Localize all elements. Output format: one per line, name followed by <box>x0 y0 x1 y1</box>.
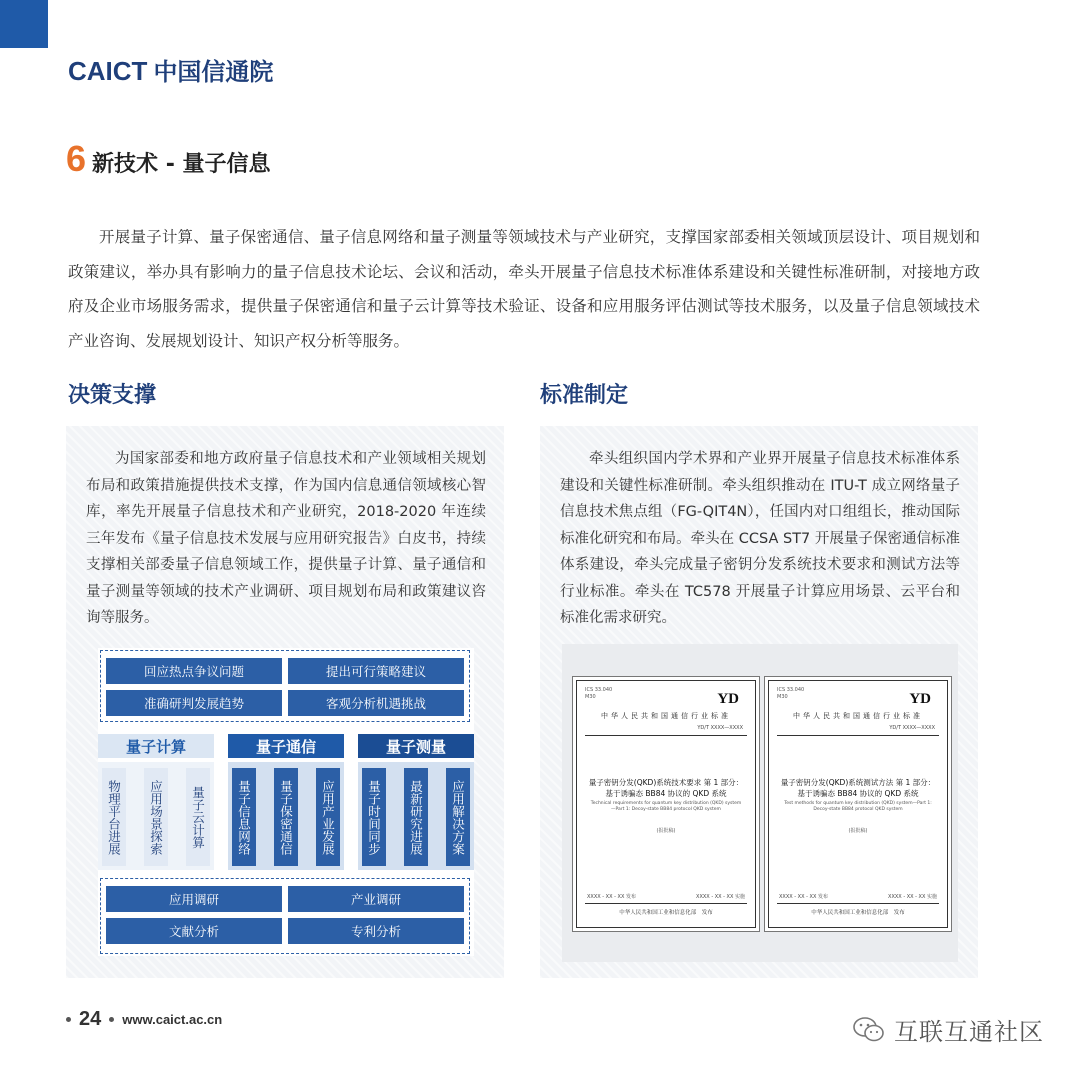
doc-issue-date: XXXX - XX - XX 发布 <box>587 894 636 900</box>
column-item: 应用产业发展 <box>316 768 340 866</box>
column-area-computing <box>98 762 214 870</box>
intro-paragraph: 开展量子计算、量子保密通信、量子信息网络和量子测量等领域技术与产业研究，支撑国家部委相关领域顶层设计、项目规划和政策建议，举办具有影响力的量子信息技术论坛、会议和活动，牵头开展量子信息技术标准体系建设和关键性标准研制，对接地方政府及企业市场服务需求，提供量子保密通信和量子云计算等技术验证、设备和应用服务评估测试等技术服务，以及量子信息领域技术产业咨询、发展规划设计、知识产权分析等服务。 <box>68 228 980 350</box>
column-item: 应用场景探索 <box>144 768 168 866</box>
doc-standard-name: 中华人民共和国通信行业标准 <box>793 712 923 720</box>
column-item: 量子云计算 <box>186 768 210 866</box>
column-heading-computing: 量子计算 <box>98 734 214 758</box>
doc-number: YD/T XXXX—XXXX <box>889 725 935 731</box>
doc-yd-mark: YD <box>717 691 739 707</box>
decision-support-panel <box>66 426 504 978</box>
right-heading: 标准制定 <box>540 383 629 408</box>
decision-support-text: 为国家部委和地方政府量子信息技术和产业领域相关规划布局和政策措施提供技术支撑，作为国内信息通信领域核心智库，率先开展量子信息技术和产业研究，2018-2020 年连续三年发布《量子信息技术发展与应用研究报告》白皮书，持续支撑相关部委量子信息领域工作，提供量子计算、量子通信和量子测量等领域的技术产业调研、项目规划布局和政策建议咨询等服务。 <box>86 451 486 626</box>
doc-title: 量子密钥分发(QKD)系统技术要求 第 1 部分：基于诱骗态 BB84 协议的 QKD 系统 <box>588 778 744 798</box>
doc-standard-name: 中华人民共和国通信行业标准 <box>601 712 731 720</box>
doc-rule <box>585 735 747 736</box>
corner-accent-block <box>0 0 48 48</box>
doc-effective-date: XXXX - XX - XX 实施 <box>696 894 745 900</box>
diagram-bottom-box: 专利分析 <box>288 918 464 944</box>
page-footer <box>66 1008 222 1031</box>
diagram-bottom-box: 产业调研 <box>288 886 464 912</box>
standards-panel <box>540 426 978 978</box>
column-item: 最新研究进展 <box>404 768 428 866</box>
standard-documents <box>562 644 958 962</box>
column-area-communication <box>228 762 344 870</box>
column-area-measurement <box>358 762 474 870</box>
doc-draft-label: (报批稿) <box>848 828 868 834</box>
diagram-top-box: 提出可行策略建议 <box>288 658 464 684</box>
column-item: 量子信息网络 <box>232 768 256 866</box>
footer-dot <box>66 1017 71 1022</box>
doc-number: YD/T XXXX—XXXX <box>697 725 743 731</box>
doc-rule <box>777 903 939 904</box>
research-diagram <box>98 648 474 956</box>
page-number: 24 <box>79 1008 102 1030</box>
diagram-top-box: 准确研判发展趋势 <box>106 690 282 716</box>
diagram-bottom-box: 应用调研 <box>106 886 282 912</box>
column-item: 物理平台进展 <box>102 768 126 866</box>
footer-website-link[interactable]: www.caict.ac.cn <box>122 1012 223 1027</box>
left-heading: 决策支撑 <box>68 383 157 408</box>
doc-yd-mark: YD <box>909 691 931 707</box>
section-number: 6 <box>66 138 87 179</box>
logo-english: CAICT <box>68 56 148 86</box>
diagram-top-box: 客观分析机遇挑战 <box>288 690 464 716</box>
watermark <box>852 1012 1044 1047</box>
doc-ics: ICS 33.040 <box>585 687 613 693</box>
column-heading-communication: 量子通信 <box>228 734 344 758</box>
logo-chinese: 中国信通院 <box>153 58 274 86</box>
caict-logo <box>68 52 273 87</box>
column-item: 量子保密通信 <box>274 768 298 866</box>
doc-rule <box>585 903 747 904</box>
column-heading-measurement: 量子测量 <box>358 734 474 758</box>
doc-issuer: 中华人民共和国工业和信息化部 发布 <box>811 910 905 916</box>
doc-class: M30 <box>585 694 596 700</box>
section-title <box>66 138 270 180</box>
doc-issuer: 中华人民共和国工业和信息化部 发布 <box>619 910 713 916</box>
footer-dot <box>109 1017 114 1022</box>
doc-effective-date: XXXX - XX - XX 实施 <box>888 894 937 900</box>
doc-english-title: Technical requirements for quantum key distribution (QKD) system—Part 1: Decoy-state BB84 protocol QKD system <box>590 801 742 812</box>
section-heading: 新技术 - 量子信息 <box>92 152 271 177</box>
standards-text: 牵头组织国内学术界和产业界开展量子信息技术标准体系建设和关键性标准研制。牵头组织推动在 ITU-T 成立网络量子信息技术焦点组（FG-QIT4N），任国内对口组组长，推动国际标准化研究和布局。牵头在 CCSA ST7 开展量子保密通信标准体系建设，牵头完成量子密钥分发系统技术要求和测试方法等行业标准。牵头在 TC578 开展量子计算应用场景、云平台和标准化需求研究。 <box>560 451 960 626</box>
doc-draft-label: (报批稿) <box>656 828 676 834</box>
column-item: 量子时间同步 <box>362 768 386 866</box>
diagram-top-box: 回应热点争议问题 <box>106 658 282 684</box>
doc-english-title: Test methods for quantum key distribution (QKD) system—Part 1: Decoy-state BB84 protocol QKD system <box>784 801 932 812</box>
doc-ics: ICS 33.040 <box>777 687 805 693</box>
doc-issue-date: XXXX - XX - XX 发布 <box>779 894 828 900</box>
standard-document-cover <box>768 680 948 928</box>
doc-class: M30 <box>777 694 788 700</box>
watermark-text: 互联互通社区 <box>894 1018 1044 1046</box>
wechat-icon <box>852 1016 886 1044</box>
doc-title: 量子密钥分发(QKD)系统测试方法 第 1 部分：基于诱骗态 BB84 协议的 QKD 系统 <box>780 778 936 798</box>
doc-rule <box>777 735 939 736</box>
column-item: 应用解决方案 <box>446 768 470 866</box>
standard-document-cover <box>576 680 756 928</box>
diagram-bottom-box: 文献分析 <box>106 918 282 944</box>
